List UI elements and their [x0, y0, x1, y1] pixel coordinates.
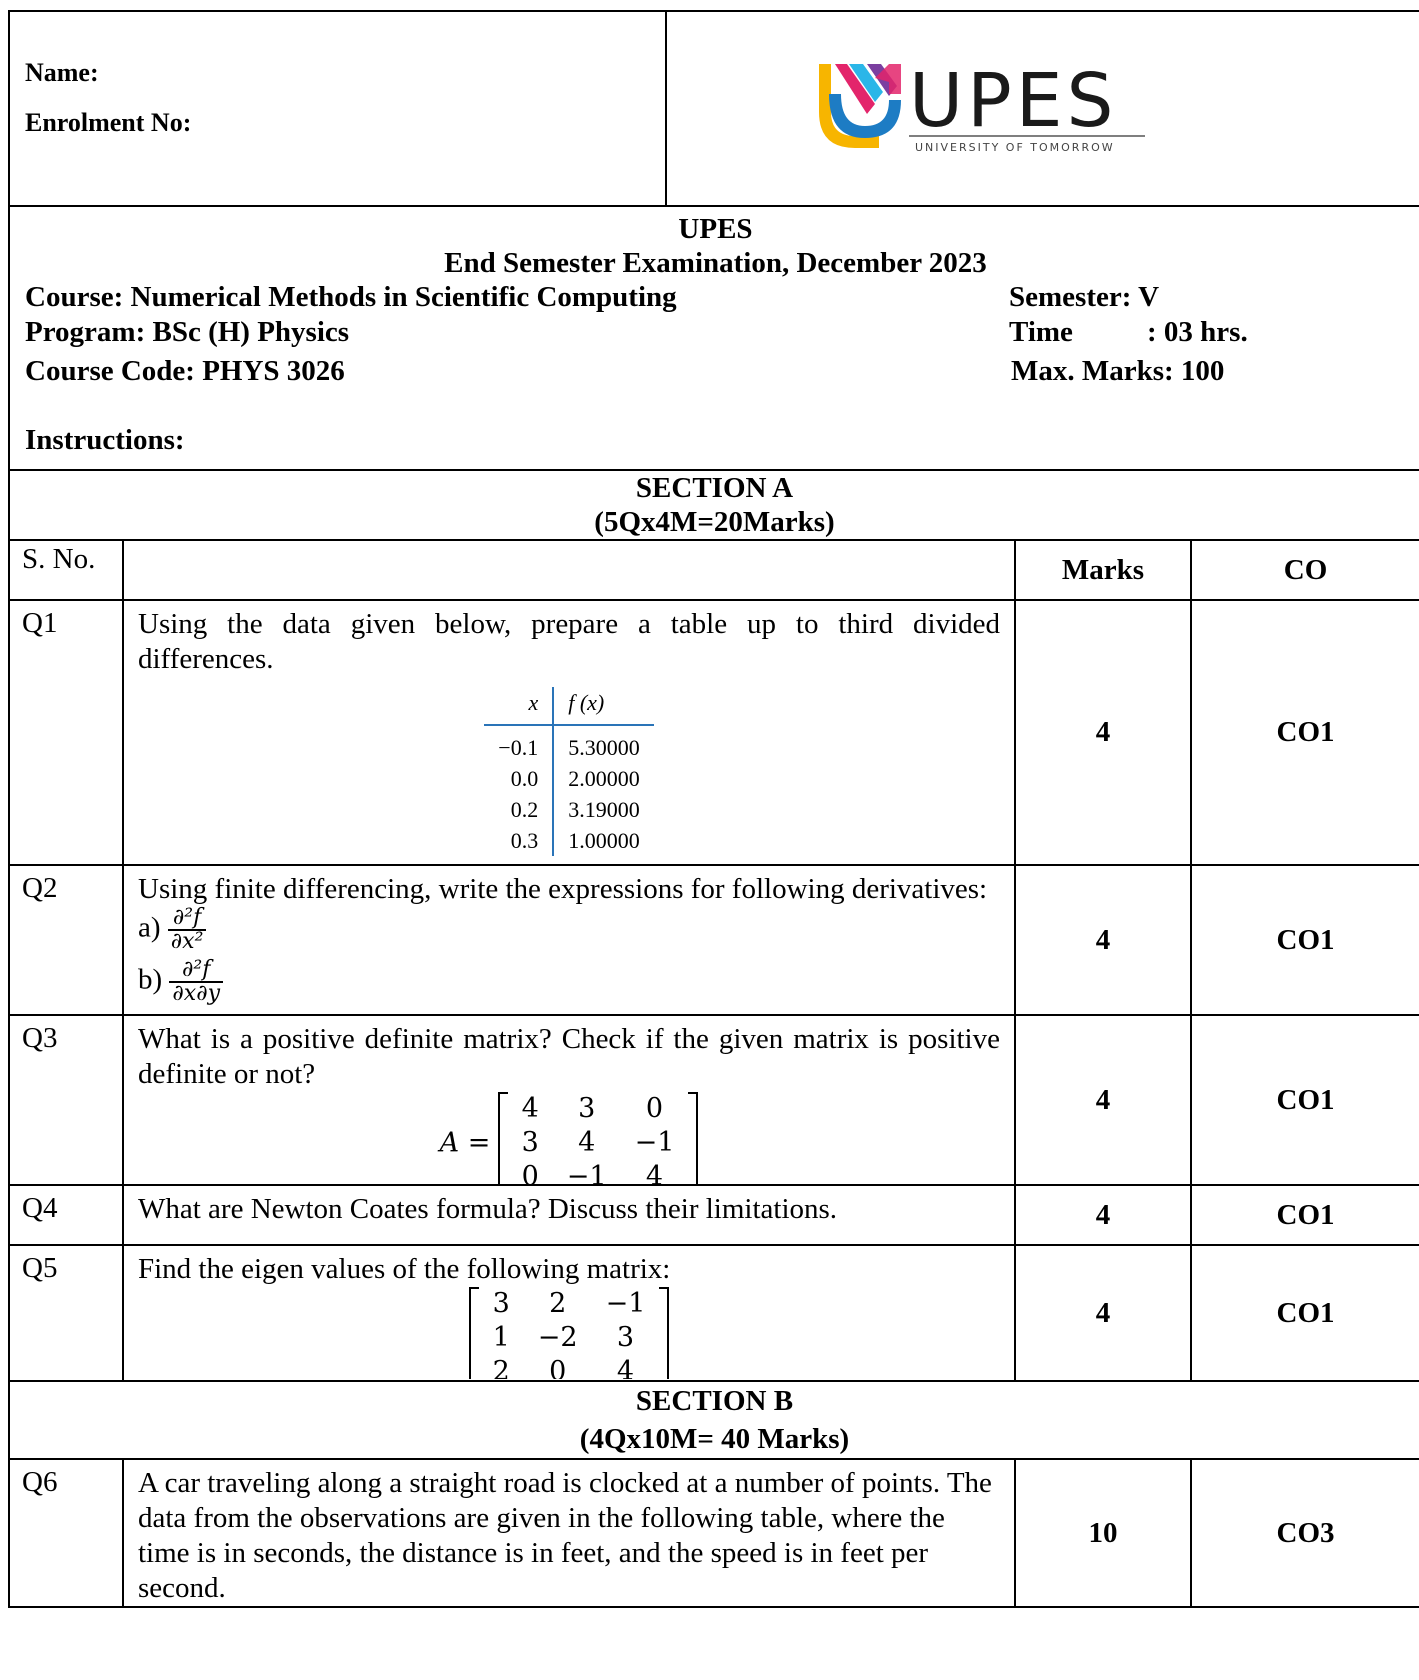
q4-co: CO1	[1191, 1185, 1419, 1245]
q5-marks: 4	[1015, 1245, 1191, 1381]
questions-table	[8, 469, 1419, 1608]
q1-x: −0.1	[484, 725, 553, 763]
q2-co: CO1	[1191, 865, 1419, 1015]
q3-marks: 4	[1015, 1015, 1191, 1185]
section-a-subtitle: (5Qx4M=20Marks)	[594, 506, 835, 538]
time-value: : 03 hrs.	[1147, 316, 1248, 348]
section-a-header	[9, 470, 1419, 540]
student-info-cell	[9, 11, 666, 206]
q3-matrix-label: A =	[439, 1127, 491, 1159]
q5-matrix: 3 2 −1 1 −2 3 2 0 4	[469, 1287, 670, 1379]
exam-title: End Semester Examination, December 2023	[444, 247, 987, 279]
q1-fx: 2.00000	[568, 766, 640, 791]
q3-number: Q3	[9, 1015, 123, 1185]
instructions-label: Instructions:	[25, 424, 185, 456]
university-name: UPES	[678, 213, 753, 245]
q1-co: CO1	[1191, 600, 1419, 865]
question-row-q5	[9, 1245, 1419, 1381]
q5-co: CO1	[1191, 1245, 1419, 1381]
course-name: Course: Numerical Methods in Scientific Computing	[25, 281, 677, 313]
q3-cell	[123, 1015, 1015, 1185]
q5-number: Q5	[9, 1245, 123, 1381]
q1-number: Q1	[9, 600, 123, 865]
q1-x: 0.2	[484, 794, 553, 825]
program-name: Program: BSc (H) Physics	[25, 316, 350, 348]
q3-matrix-wrap	[138, 1092, 1000, 1184]
semester: Semester: V	[1009, 281, 1160, 313]
header-table	[8, 10, 1419, 471]
exam-info-cell	[9, 206, 1419, 470]
q5-text: Find the eigen values of the following matrix:	[138, 1253, 671, 1285]
col-sno: S. No.	[9, 540, 123, 600]
col-marks: Marks	[1015, 540, 1191, 600]
q2-text: Using finite differencing, write the expressions for following derivatives:	[138, 873, 988, 905]
question-row-q4	[9, 1185, 1419, 1245]
question-row-q1	[9, 600, 1419, 865]
q2-fraction-b: $\frac{\text{∂²f}}{\partial x\partial y}$	[169, 959, 223, 1005]
col-question	[123, 540, 1015, 600]
q1-cell	[123, 600, 1015, 865]
exam-paper	[8, 10, 1419, 1608]
section-a-title: SECTION A	[635, 472, 794, 504]
q6-text: A car traveling along a straight road is clocked at a number of points. The data from the observations are given in the following table, where the time is in seconds, the distance is in feet, and the speed is in feet per second.	[123, 1459, 1015, 1607]
q3-co: CO1	[1191, 1015, 1419, 1185]
q1-marks: 4	[1015, 600, 1191, 865]
col-co: CO	[1191, 540, 1419, 600]
course-code: Course Code: PHYS 3026	[25, 355, 345, 387]
q1-x: 0.3	[484, 825, 553, 856]
q2-part-b: b) $\frac{\text{∂²f}}{\partial x\partial y}$	[138, 959, 1000, 1011]
question-row-q2	[9, 865, 1419, 1015]
max-marks: Max. Marks: 100	[1011, 355, 1225, 387]
q3-text: What is a positive definite matrix? Check if the given matrix is positive definite or not?	[138, 1023, 1000, 1090]
q2-cell	[123, 865, 1015, 1015]
q1-fx: 3.19000	[568, 797, 640, 822]
question-row-q6	[9, 1459, 1419, 1607]
question-row-q3	[9, 1015, 1419, 1185]
q2-marks: 4	[1015, 865, 1191, 1015]
q1-x: 0.0	[484, 763, 553, 794]
time-label: Time	[1009, 316, 1073, 348]
section-b-header	[9, 1381, 1419, 1459]
enrolment-label: Enrolment No:	[25, 108, 192, 137]
q1-data-table	[484, 687, 653, 856]
q1-head-fx: f (x)	[568, 690, 605, 715]
q4-number: Q4	[9, 1185, 123, 1245]
q2-fraction-a: $\frac{\text{∂²f}}{\text{∂x²}}$	[168, 907, 207, 953]
upes-logo-icon	[817, 54, 1147, 154]
q1-head-x: x	[484, 687, 553, 725]
svg-text:UNIVERSITY OF TOMORROW: UNIVERSITY OF TOMORROW	[915, 141, 1115, 154]
upes-logo	[817, 54, 1147, 154]
section-b-title: SECTION B	[635, 1385, 794, 1417]
q4-marks: 4	[1015, 1185, 1191, 1245]
q6-marks: 10	[1015, 1459, 1191, 1607]
q1-text: Using the data given below, prepare a table up to third divided differences.	[138, 608, 1000, 675]
svg-text:UPES: UPES	[909, 58, 1118, 144]
q3-matrix: 4 3 0 3 4 −1 0 −1 4	[498, 1092, 699, 1184]
name-label: Name:	[25, 58, 99, 87]
section-b-subtitle: (4Qx10M= 40 Marks)	[579, 1423, 850, 1455]
q5-cell	[123, 1245, 1015, 1381]
q5-matrix-wrap	[138, 1287, 1000, 1379]
q4-text: What are Newton Coates formula? Discuss their limitations.	[123, 1185, 1015, 1245]
q2-number: Q2	[9, 865, 123, 1015]
q2-part-a: a) $\frac{\text{∂²f}}{\text{∂x²}}$	[138, 907, 1000, 959]
q6-number: Q6	[9, 1459, 123, 1607]
q1-fx: 1.00000	[568, 828, 640, 853]
q1-fx: 5.30000	[553, 725, 654, 763]
q6-co: CO3	[1191, 1459, 1419, 1607]
logo-cell	[666, 11, 1419, 206]
